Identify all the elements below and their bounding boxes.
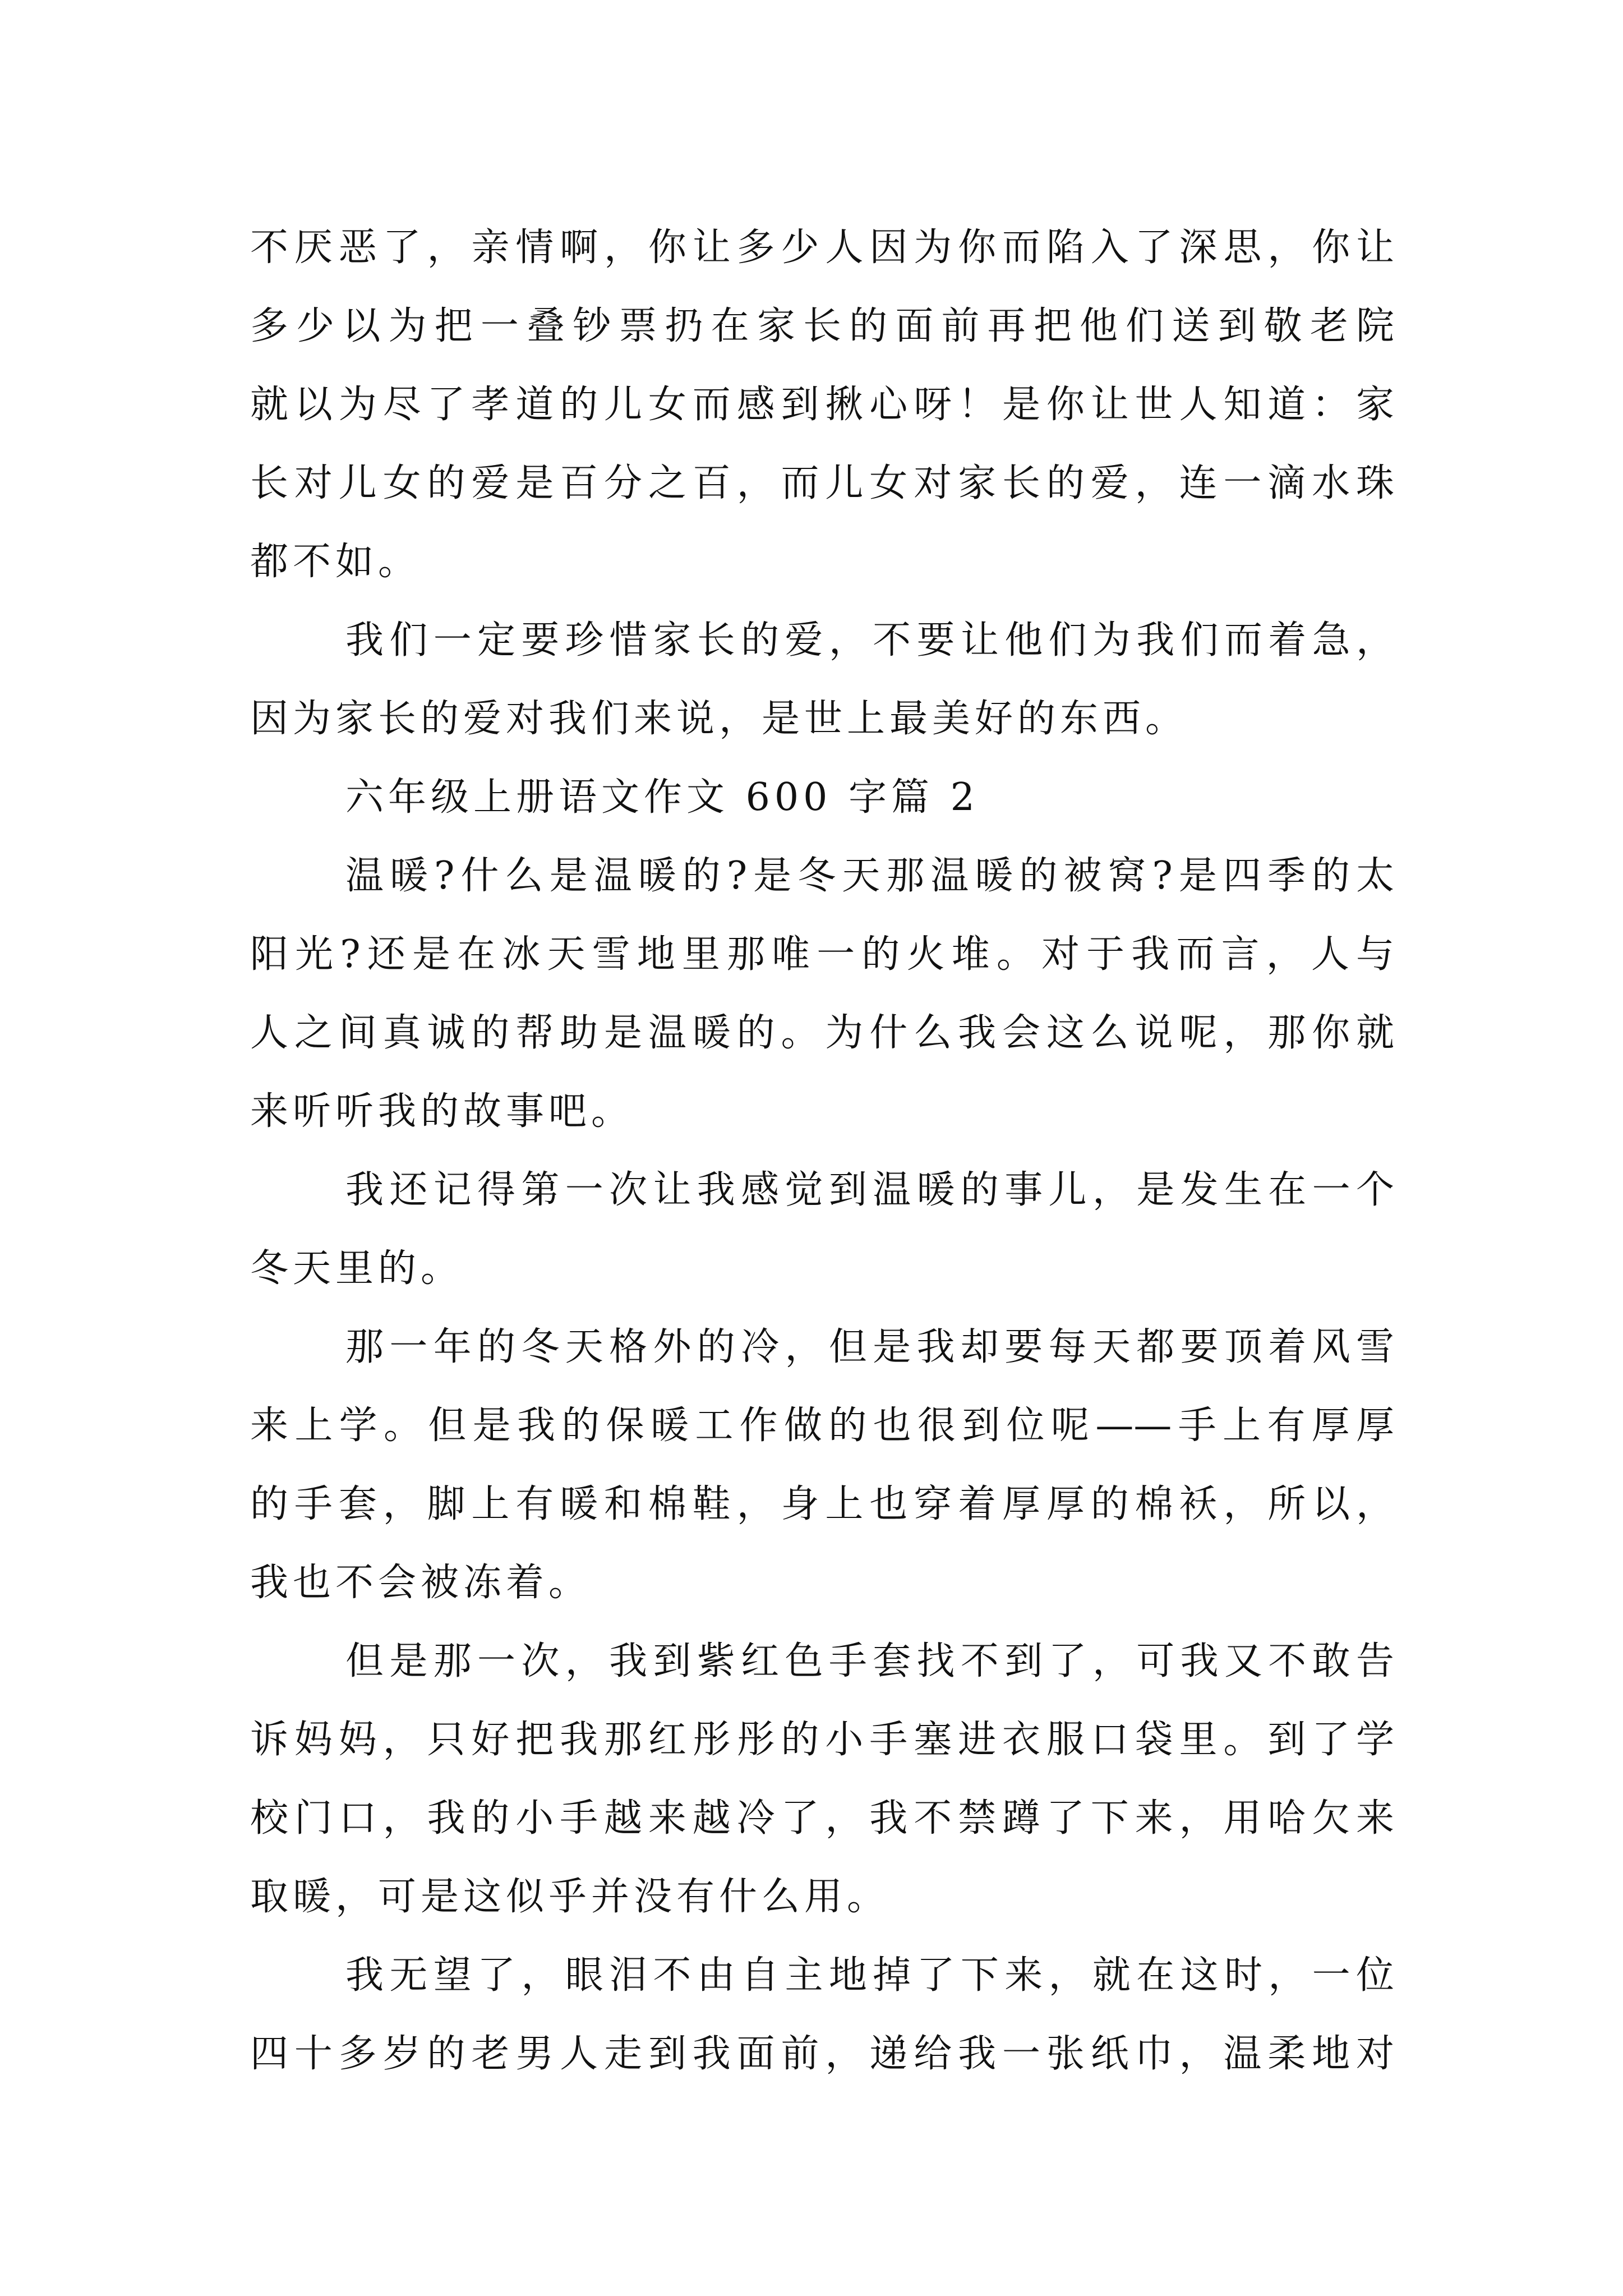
text-line: 取暖，可是这似乎并没有什么用。	[250, 1875, 890, 1919]
paragraph-first-line: 但是那一次，我到紫红色手套找不到了，可我又不敢告	[345, 1639, 1394, 1683]
paragraph-first-line: 我们一定要珍惜家长的爱，不要让他们为我们而着急，	[345, 618, 1394, 662]
paragraph-first-line: 我无望了，眼泪不由自主地掉了下来，就在这时，一位	[345, 1953, 1394, 1998]
text-line: 就以为尽了孝道的儿女而感到揪心呀！是你让世人知道：家	[250, 383, 1394, 427]
text-line: 不厌恶了，亲情啊，你让多少人因为你而陷入了深思，你让	[250, 226, 1394, 270]
text-line: 都不如。	[250, 540, 421, 584]
text-line: 阳光?还是在冰天雪地里那唯一的火堆。对于我而言，人与	[250, 932, 1394, 977]
text-line: 诉妈妈，只好把我那红彤彤的小手塞进衣服口袋里。到了学	[250, 1718, 1394, 1762]
paragraph-first-line: 温暖?什么是温暖的?是冬天那温暖的被窝?是四季的太	[345, 854, 1394, 898]
text-line: 长对儿女的爱是百分之百，而儿女对家长的爱，连一滴水珠	[250, 461, 1394, 505]
text-line: 我也不会被冻着。	[250, 1561, 592, 1605]
text-line: 来上学。但是我的保暖工作做的也很到位呢——手上有厚厚	[250, 1404, 1394, 1448]
text-line: 多少以为把一叠钞票扔在家长的面前再把他们送到敬老院	[250, 304, 1394, 348]
text-line: 来听听我的故事吧。	[250, 1089, 634, 1134]
section-heading: 六年级上册语文作文 600 字篇 2	[345, 775, 979, 820]
paragraph-first-line: 那一年的冬天格外的冷，但是我却要每天都要顶着风雪	[345, 1325, 1394, 1369]
text-line: 四十多岁的老男人走到我面前，递给我一张纸巾，温柔地对	[250, 2032, 1394, 2076]
text-line: 因为家长的爱对我们来说，是世上最美好的东西。	[250, 697, 1188, 741]
paragraph-first-line: 我还记得第一次让我感觉到温暖的事儿，是发生在一个	[345, 1168, 1394, 1212]
text-line: 的手套，脚上有暖和棉鞋，身上也穿着厚厚的棉袄，所以，	[250, 1482, 1394, 1526]
text-line: 人之间真诚的帮助是温暖的。为什么我会这么说呢，那你就	[250, 1011, 1394, 1055]
text-line: 校门口，我的小手越来越冷了，我不禁蹲了下来，用哈欠来	[250, 1796, 1394, 1841]
text-line: 冬天里的。	[250, 1246, 464, 1291]
